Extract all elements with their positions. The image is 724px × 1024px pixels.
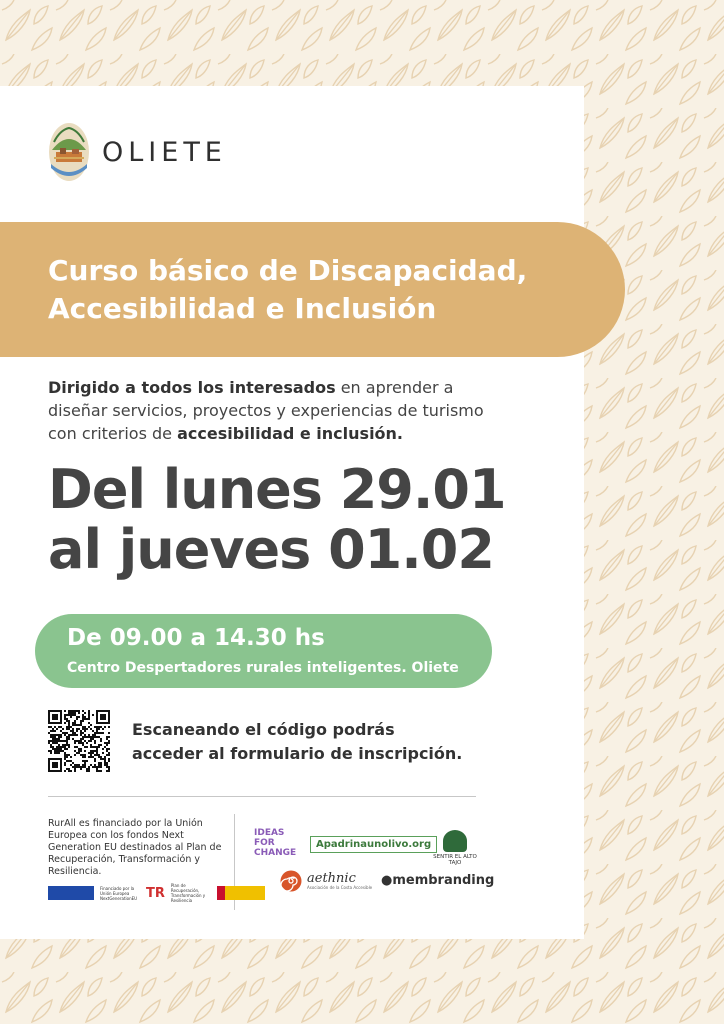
aethnic-subtitle: Asociación de la Costa Accesible	[307, 885, 373, 890]
intro-paragraph	[48, 376, 508, 445]
apadrinaunolivo-logo: Apadrinaunolivo.org	[310, 836, 437, 853]
funding-logos	[48, 883, 265, 903]
oliete-village-icon	[48, 122, 90, 182]
qr-instructions	[132, 718, 462, 766]
ideas-word-1: IDEAS	[254, 828, 285, 838]
qr-instructions-line-2: acceder al formulario de inscripción.	[132, 744, 463, 763]
sentir-label: SENTIR EL ALTO TAJO	[433, 854, 477, 866]
tree-icon	[443, 830, 467, 852]
aethnic-name: aethnic	[307, 871, 356, 886]
footer-divider	[48, 796, 476, 797]
intro-bold-criteria: accesibilidad e inclusión.	[177, 424, 404, 443]
spiral-icon	[280, 870, 302, 892]
person-icon: ●	[381, 873, 393, 888]
ideas-for-change-logo	[254, 828, 296, 858]
qr-code[interactable]	[48, 710, 110, 772]
course-dates	[48, 460, 506, 580]
plan-caption: Plan de Recuperación, Transformación y Resiliencia	[170, 883, 206, 903]
tr-logo: TR	[146, 885, 165, 901]
course-title	[48, 252, 588, 328]
membranding-logo	[381, 873, 494, 888]
eu-flag-icon	[48, 886, 94, 900]
intro-text: en aprender a diseñar servicios, proyectos y experiencias de turismo con criterios de	[48, 378, 484, 443]
course-title-line-1: Curso básico de Discapacidad,	[48, 254, 528, 287]
date-line-1: Del lunes 29.01	[48, 458, 506, 521]
ideas-word-3: CHANGE	[254, 848, 297, 858]
eu-caption: Financiado por la Unión Europea NextGenerationEU	[100, 885, 138, 901]
oliete-logo	[48, 122, 227, 182]
schedule-time: De 09.00 a 14.30 hs	[67, 625, 325, 651]
funding-statement: RurAll es financiado por la Unión Europea con los fondos Next Generation EU destinados al Plan de Recuperación, Transformación y Resiliencia.	[48, 818, 222, 877]
course-title-line-2: Accesibilidad e Inclusión	[48, 292, 437, 325]
intro-bold-audience: Dirigido a todos los interesados	[48, 378, 336, 397]
qr-instructions-line-1: Escaneando el código podrás	[132, 720, 395, 739]
title-banner	[0, 222, 625, 357]
sentir-alto-tajo-logo	[432, 830, 478, 866]
spain-government-logo	[217, 886, 265, 900]
date-line-2: al jueves 01.02	[48, 518, 494, 581]
schedule-place: Centro Despertadores rurales inteligentes. Oliete	[67, 660, 459, 676]
membranding-name: membranding	[392, 873, 495, 888]
aethnic-logo	[280, 870, 372, 892]
schedule-pill	[35, 614, 492, 688]
ideas-word-2: FOR	[254, 838, 275, 848]
brand-name: OLIETE	[102, 136, 227, 168]
